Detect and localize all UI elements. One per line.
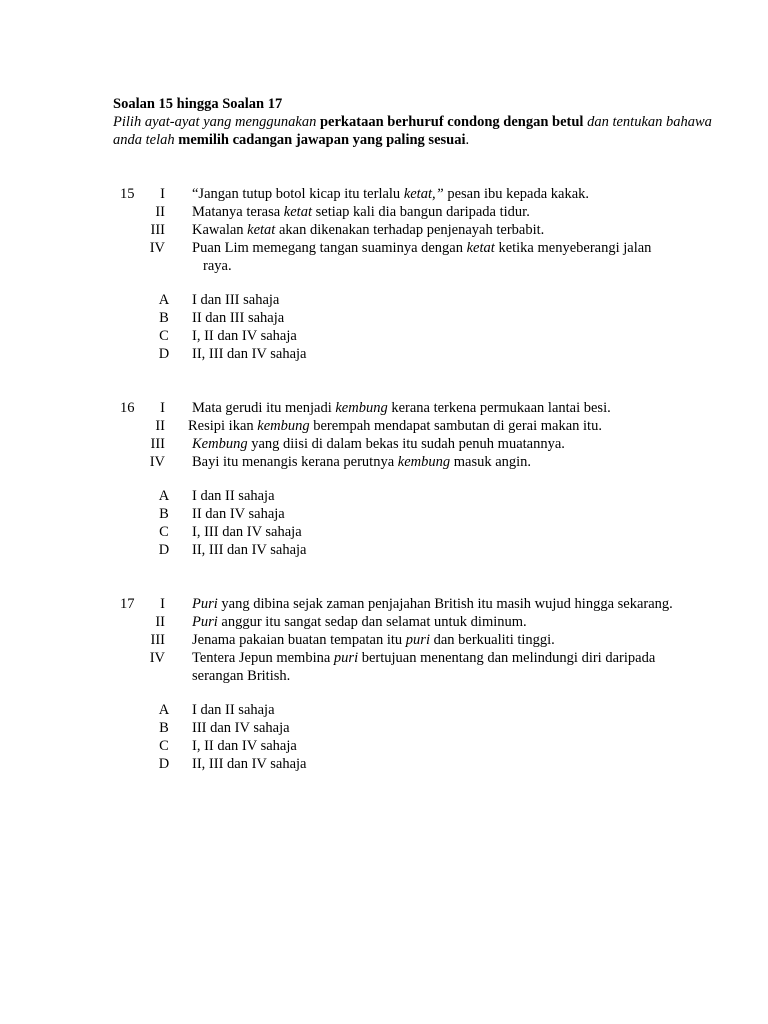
option-text: II, III dan IV sahaja (192, 346, 307, 362)
statement-row (113, 399, 713, 417)
question-number: 17 (120, 596, 135, 612)
question-number: 15 (120, 186, 135, 202)
statement-numeral: I (160, 186, 165, 202)
instruction-part-2: dan tentukan bahawa anda telah (113, 114, 712, 148)
statement-post: anggur itu sangat sedap dan selamat untuk diminum. (217, 614, 527, 630)
statement-keyword: puri (405, 632, 430, 648)
statement-text (188, 417, 708, 435)
question-16 (113, 399, 713, 559)
option-d[interactable] (113, 755, 713, 773)
option-a[interactable] (113, 291, 713, 309)
statement-pre: Bayi itu menangis kerana perutnya (192, 454, 398, 470)
option-c[interactable] (113, 327, 713, 345)
statement-keyword: Puri (192, 596, 218, 612)
answer-options (113, 701, 713, 773)
question-page (113, 95, 713, 773)
option-text: I, III dan IV sahaja (192, 524, 302, 540)
statement-row (113, 613, 713, 631)
statement-text (192, 239, 712, 275)
statement-continuation: serangan British. (192, 668, 291, 684)
section-heading: Soalan 15 hingga Soalan 17 (113, 96, 283, 112)
option-text: II, III dan IV sahaja (192, 542, 307, 558)
instruction-bold-2: memilih cadangan jawapan yang paling sesuai (178, 132, 466, 148)
statement-numeral: II (155, 204, 165, 220)
statement-row (113, 239, 713, 275)
option-c[interactable] (113, 523, 713, 541)
option-letter: A (158, 488, 170, 504)
statement-pre: Kawalan (192, 222, 248, 238)
statement-text (192, 595, 712, 613)
option-text: III dan IV sahaja (192, 720, 290, 736)
option-letter: D (158, 756, 170, 772)
statement-row (113, 595, 713, 613)
statement-keyword: ketat (466, 240, 495, 256)
statement-post: setiap kali dia bangun daripada tidur. (311, 204, 530, 220)
instruction-text (113, 113, 713, 149)
option-d[interactable] (113, 541, 713, 559)
statement-keyword: kembung (397, 454, 451, 470)
option-a[interactable] (113, 701, 713, 719)
statement-row (113, 203, 713, 221)
statement-keyword: ketat (283, 204, 312, 220)
statement-numeral: IV (149, 240, 165, 256)
option-letter: C (159, 524, 169, 540)
statement-post: yang dibina sejak zaman penjajahan British itu masih wujud hingga sekarang. (217, 596, 673, 612)
question-number: 16 (120, 400, 135, 416)
statement-numeral: II (155, 418, 165, 434)
statement-post: dan berkualiti tinggi. (429, 632, 555, 648)
statement-post: akan dikenakan terhadap penjenayah terbabit. (275, 222, 545, 238)
option-letter: B (159, 506, 169, 522)
option-text: I, II dan IV sahaja (192, 328, 297, 344)
statement-post: kerana terkena permukaan lantai besi. (387, 400, 611, 416)
option-letter: D (158, 346, 170, 362)
statement-text (192, 221, 712, 239)
statement-numeral: III (150, 222, 165, 238)
statement-text (192, 435, 712, 453)
statement-keyword: ketat (247, 222, 276, 238)
statement-keyword: kembung (335, 400, 388, 416)
option-letter: C (159, 328, 169, 344)
statement-numeral: III (150, 632, 165, 648)
statement-pre: Tentera Jepun membina (192, 650, 334, 666)
statement-text (192, 399, 712, 417)
instruction-end: . (465, 132, 470, 148)
option-b[interactable] (113, 309, 713, 327)
statement-numeral: III (150, 436, 165, 452)
statement-post: bertujuan menentang dan melindungi diri daripada (358, 650, 656, 666)
option-text: II dan III sahaja (192, 310, 285, 326)
option-text: I dan III sahaja (192, 292, 280, 308)
statement-text (192, 453, 712, 471)
statement-post: pesan ibu kepada kakak. (443, 186, 590, 202)
statement-row (113, 417, 713, 435)
option-a[interactable] (113, 487, 713, 505)
statement-keyword: puri (333, 650, 359, 666)
statement-numeral: I (160, 400, 165, 416)
statement-pre: Jenama pakaian buatan tempatan itu (192, 632, 406, 648)
statement-post: berempah mendapat sambutan di gerai makan itu. (309, 418, 602, 434)
instruction-bold-1: perkataan berhuruf condong dengan betul (319, 114, 584, 130)
statement-pre: Resipi ikan (188, 418, 258, 434)
option-letter: A (158, 292, 170, 308)
option-text: I dan II sahaja (192, 702, 275, 718)
statement-row (113, 221, 713, 239)
statement-keyword: kembung (257, 418, 310, 434)
statement-post: yang diisi di dalam bekas itu sudah penuh muatannya. (247, 436, 565, 452)
statement-text (192, 649, 712, 685)
statement-row (113, 185, 713, 203)
statement-pre: Puan Lim memegang tangan suaminya dengan (192, 240, 467, 256)
option-d[interactable] (113, 345, 713, 363)
statement-numeral: IV (149, 454, 165, 470)
option-text: II, III dan IV sahaja (192, 756, 307, 772)
statement-text (192, 631, 712, 649)
statement-pre: Matanya terasa (192, 204, 284, 220)
statement-continuation: raya. (203, 258, 232, 274)
option-b[interactable] (113, 505, 713, 523)
statement-text (192, 203, 712, 221)
statement-row (113, 631, 713, 649)
statement-post: ketika menyeberangi jalan (494, 240, 652, 256)
statement-post: masuk angin. (450, 454, 532, 470)
statement-keyword: Puri (192, 614, 218, 630)
answer-options (113, 291, 713, 363)
statement-numeral: I (160, 596, 165, 612)
option-letter: A (158, 702, 170, 718)
statement-keyword: Kembung (192, 436, 248, 452)
statement-text (192, 613, 712, 631)
statement-pre: Mata gerudi itu menjadi (192, 400, 336, 416)
question-17 (113, 595, 713, 773)
instruction-part-1: Pilih ayat-ayat yang menggunakan (113, 114, 320, 130)
option-c[interactable] (113, 737, 713, 755)
option-text: I dan II sahaja (192, 488, 275, 504)
option-letter: B (159, 720, 169, 736)
option-b[interactable] (113, 719, 713, 737)
option-letter: C (159, 738, 169, 754)
statement-text (192, 185, 712, 203)
option-letter: B (159, 310, 169, 326)
statement-numeral: II (155, 614, 165, 630)
option-text: II dan IV sahaja (192, 506, 285, 522)
question-15 (113, 185, 713, 363)
option-letter: D (158, 542, 170, 558)
statement-row (113, 435, 713, 453)
statement-keyword: ketat,” (403, 186, 444, 202)
statement-numeral: IV (149, 650, 165, 666)
option-text: I, II dan IV sahaja (192, 738, 297, 754)
answer-options (113, 487, 713, 559)
statement-row (113, 453, 713, 471)
statement-pre: “Jangan tutup botol kicap itu terlalu (192, 186, 404, 202)
statement-row (113, 649, 713, 685)
